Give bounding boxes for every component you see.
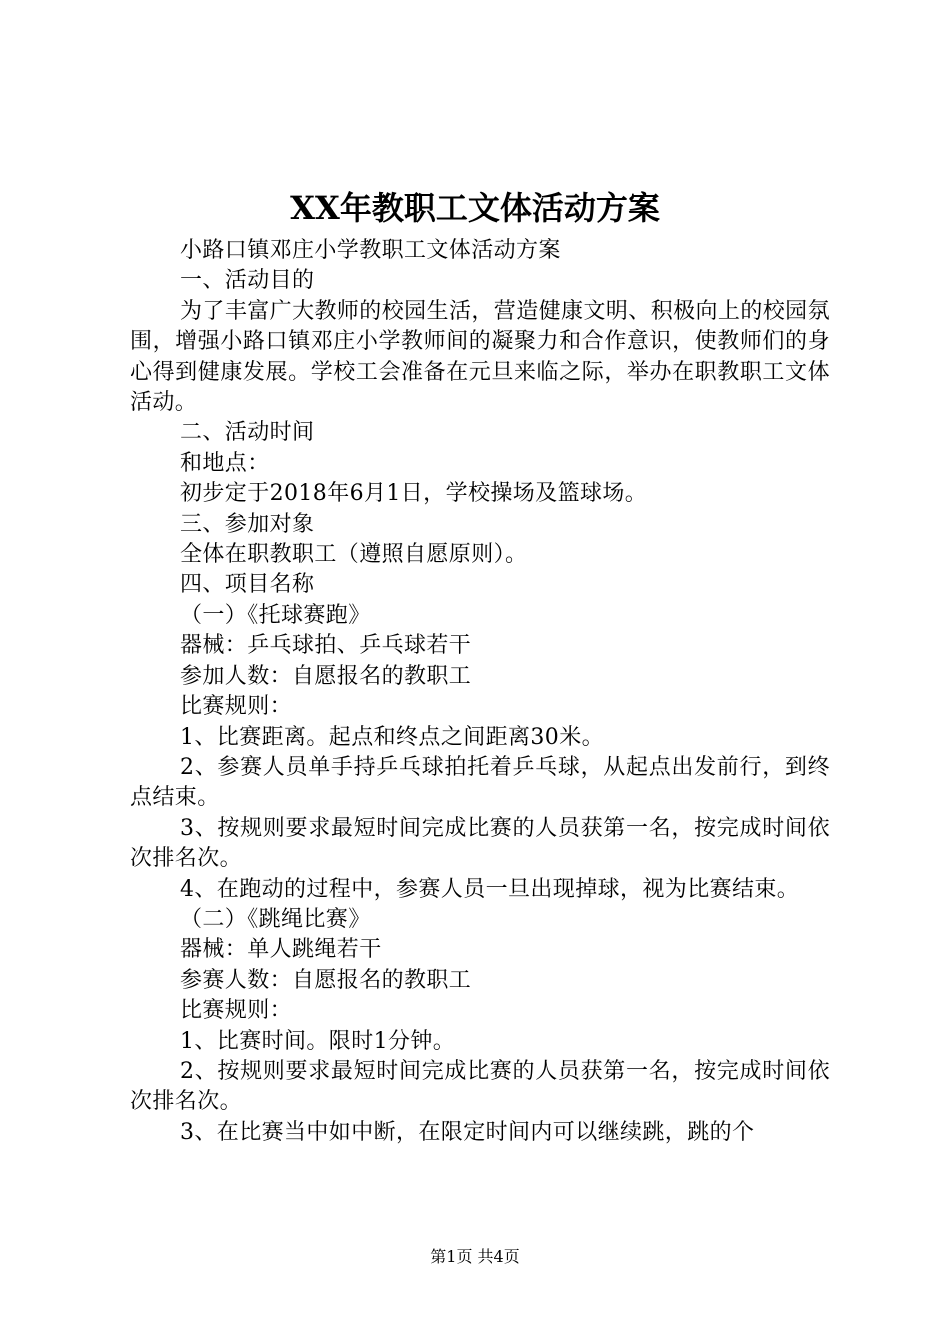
paragraph-item-1-participants: 参加人数：自愿报名的教职工 <box>180 663 472 689</box>
document-title: XX年教职工文体活动方案 <box>290 189 660 227</box>
paragraph-section-time: 二、活动时间 <box>180 420 315 446</box>
paragraph-item-1-rule-4: 4、在跑动的过程中，参赛人员一旦出现掉球，视为比赛结束。 <box>180 876 800 902</box>
paragraph-item-1-rules-heading: 比赛规则： <box>180 694 293 720</box>
paragraph-section-items: 四、项目名称 <box>180 572 315 598</box>
paragraph-item-2-rules-heading: 比赛规则： <box>180 998 293 1024</box>
paragraph-item-2-participants: 参赛人数：自愿报名的教职工 <box>180 967 472 993</box>
paragraph-item-1-rule-1: 1、比赛距离。起点和终点之间距离30米。 <box>180 724 604 750</box>
paragraph-item-2-rule-1: 1、比赛时间。限时1分钟。 <box>180 1028 456 1054</box>
paragraph-item-1-title: （一）《托球赛跑》 <box>180 602 371 628</box>
paragraph-time-place-text: 初步定于2018年6月1日，学校操场及篮球场。 <box>180 481 648 507</box>
paragraph-item-1-rule-2: 2、参赛人员单手持乒乓球拍托着乒乓球，从起点出发前行，到终点结束。 <box>130 754 830 811</box>
paragraph-item-2-rule-3: 3、在比赛当中如中断，在限定时间内可以继续跳，跳的个 <box>180 1119 755 1145</box>
paragraph-participants-text: 全体在职教职工（遵照自愿原则）。 <box>180 542 528 568</box>
page-footer: 第1页 共4页 <box>430 1247 520 1266</box>
paragraph-item-2-rule-2: 2、按规则要求最短时间完成比赛的人员获第一名，按完成时间依次排名次。 <box>130 1058 830 1115</box>
paragraph-item-2-equipment: 器械：单人跳绳若干 <box>180 937 382 963</box>
paragraph-section-purpose: 一、活动目的 <box>180 268 315 294</box>
paragraph-item-1-rule-3: 3、按规则要求最短时间完成比赛的人员获第一名，按完成时间依次排名次。 <box>130 815 830 872</box>
paragraph-item-1-equipment: 器械：乒乓球拍、乒乓球若干 <box>180 633 472 659</box>
document-body <box>130 236 830 1148</box>
paragraph-section-place: 和地点： <box>180 450 270 476</box>
paragraph-heading-school: 小路口镇邓庄小学教职工文体活动方案 <box>180 238 561 263</box>
paragraph-item-2-title: （二）《跳绳比赛》 <box>180 906 371 932</box>
paragraph-purpose-text: 为了丰富广大教师的校园生活，营造健康文明、积极向上的校园氛围，增强小路口镇邓庄小学教师间的凝聚力和合作意识，使教师们的身心得到健康发展。学校工会准备在元旦来临之际，举办在职教职工文体活动。 <box>130 298 830 416</box>
paragraph-section-participants: 三、参加对象 <box>180 511 315 537</box>
